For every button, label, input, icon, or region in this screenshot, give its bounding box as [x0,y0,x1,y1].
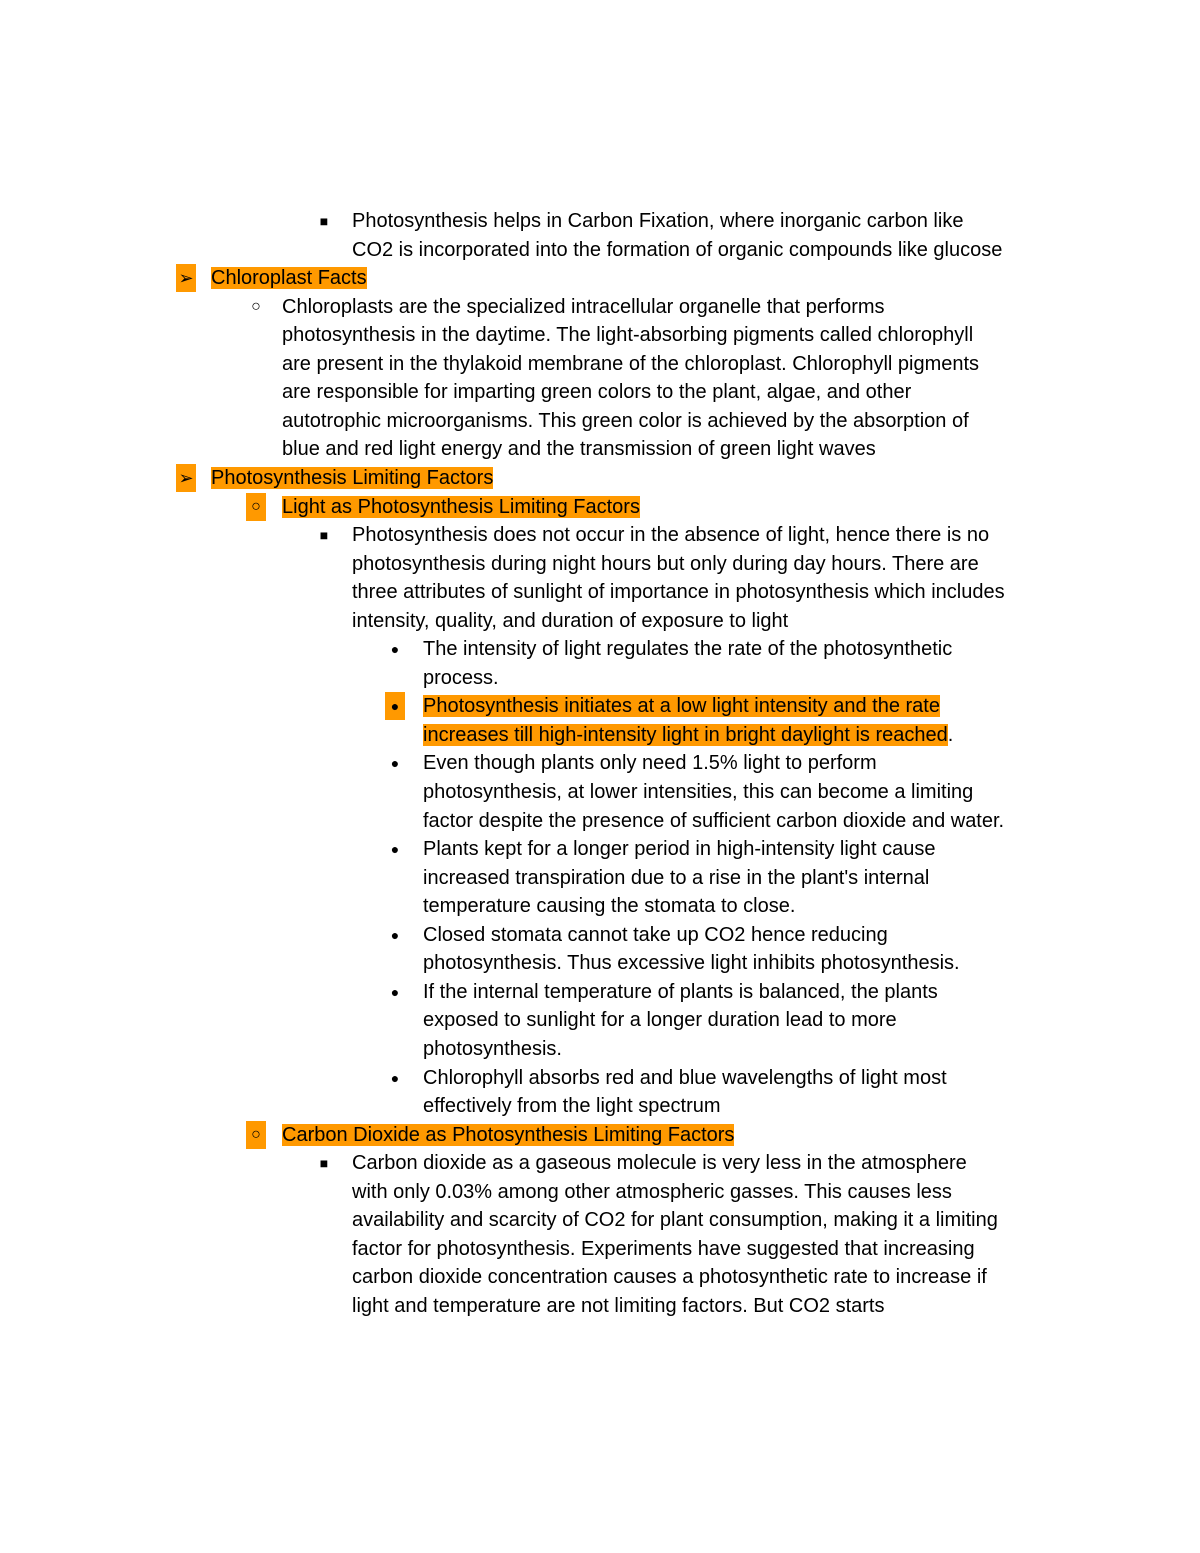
list-line: Light as Photosynthesis Limiting Factors [282,496,640,518]
list-text [352,1178,952,1206]
list-line: factor for photosynthesis. Experiments have suggested that increasing [352,1238,975,1260]
circle-bullet-icon: ○ [246,493,266,521]
list-line: The intensity of light regulates the rate of the photosynthetic [423,638,953,660]
list-line: light and temperature are not limiting factors. But CO2 starts [352,1295,885,1317]
list-text [423,921,888,949]
list-text [282,321,973,349]
list-line: are responsible for imparting green colors to the plant, algae, and other [282,381,912,403]
list-line: autotrophic microorganisms. This green color is achieved by the absorption of [282,410,969,432]
list-text [423,1064,947,1092]
list-line: If the internal temperature of plants is balanced, the plants [423,981,938,1003]
list-text [352,1235,975,1263]
list-text [282,293,885,321]
list-line: Closed stomata cannot take up CO2 hence reducing [423,924,888,946]
list-text [423,1006,897,1034]
list-line: Even though plants only need 1.5% light to perform [423,752,877,774]
list-line: Photosynthesis Limiting Factors [211,467,494,489]
list-line: temperature causing the stomata to close. [423,895,796,917]
list-line: process. [423,667,499,689]
list-line: availability and scarcity of CO2 for plant consumption, making it a limiting [352,1209,998,1231]
list-line: are present in the thylakoid membrane of the chloroplast. Chlorophyll pigments [282,353,980,375]
list-line: with only 0.03% among other atmospheric gasses. This causes less [352,1181,952,1203]
dot-bullet-icon: ● [390,927,400,943]
list-line: Carbon dioxide as a gaseous molecule is very less in the atmosphere [352,1152,967,1174]
list-line: photosynthesis in the daytime. The light-absorbing pigments called chlorophyll [282,324,974,346]
list-text [352,1263,987,1291]
highlighted-list-text [423,692,940,720]
square-bullet-icon: ■ [319,213,329,229]
dot-bullet-icon: ● [390,984,400,1000]
trailing-punctuation: . [947,724,954,746]
list-text [423,1035,562,1063]
list-line: Carbon Dioxide as Photosynthesis Limiting Factors [282,1124,735,1146]
list-text [352,207,963,235]
list-text [282,407,969,435]
list-text [423,664,499,692]
list-line: Chloroplast Facts [211,267,367,289]
list-line: CO2 is incorporated into the formation of organic compounds like glucose [352,239,1003,261]
list-line: photosynthesis during night hours but only during day hours. There are [352,553,979,575]
list-line: exposed to sunlight for a longer duration lead to more [423,1009,897,1031]
list-line: photosynthesis. Thus excessive light inhibits photosynthesis. [423,952,960,974]
list-text [423,635,952,663]
list-text [423,949,960,977]
square-bullet-icon: ■ [319,527,329,543]
list-text [282,350,979,378]
list-text [282,378,911,406]
dot-bullet-icon: ● [390,641,400,657]
list-text [423,1092,721,1120]
list-line: photosynthesis, at lower intensities, this can become a limiting [423,781,974,803]
dot-bullet-icon: ● [385,692,405,720]
arrow-bullet-icon: ➢ [176,264,196,292]
list-line: Plants kept for a longer period in high-intensity light cause [423,838,936,860]
list-line: photosynthesis. [423,1038,562,1060]
list-text [423,749,877,777]
list-text [352,521,989,549]
list-text [352,1292,884,1320]
list-text [423,778,973,806]
list-text [423,892,795,920]
arrow-bullet-icon: ➢ [176,464,196,492]
list-line: Chlorophyll absorbs red and blue wavelengths of light most [423,1067,947,1089]
list-text [282,435,876,463]
list-text [352,607,788,635]
dot-bullet-icon: ● [390,841,400,857]
circle-bullet-icon: ○ [251,298,261,315]
list-line: blue and red light energy and the transmission of green light waves [282,438,876,460]
list-line: factor despite the presence of sufficient carbon dioxide and water. [423,810,1005,832]
highlighted-list-text [282,493,640,521]
highlighted-list-text [211,264,367,292]
list-text [423,864,929,892]
list-line: Photosynthesis initiates at a low light intensity and the rate [423,695,940,717]
list-line: Chloroplasts are the specialized intracellular organelle that performs [282,296,885,318]
list-line: three attributes of sunlight of importance in photosynthesis which includes [352,581,1005,603]
list-line: increases till high-intensity light in bright daylight is reached [423,724,948,746]
highlighted-list-text [211,464,493,492]
highlighted-list-text [282,1121,734,1149]
dot-bullet-icon: ● [390,755,400,771]
list-text [352,236,1002,264]
list-text [423,978,938,1006]
list-text [352,550,979,578]
circle-bullet-icon: ○ [246,1121,266,1149]
highlighted-list-text [423,721,953,749]
square-bullet-icon: ■ [319,1155,329,1171]
list-line: effectively from the light spectrum [423,1095,721,1117]
list-line: intensity, quality, and duration of exposure to light [352,610,789,632]
list-text [423,807,1004,835]
list-text [352,1206,998,1234]
list-text [352,578,1005,606]
list-text [423,835,936,863]
list-line: Photosynthesis helps in Carbon Fixation, where inorganic carbon like [352,210,964,232]
list-line: increased transpiration due to a rise in the plant's internal [423,867,930,889]
list-line: Photosynthesis does not occur in the absence of light, hence there is no [352,524,990,546]
list-text [352,1149,967,1177]
dot-bullet-icon: ● [390,1070,400,1086]
list-line: carbon dioxide concentration causes a photosynthetic rate to increase if [352,1266,987,1288]
